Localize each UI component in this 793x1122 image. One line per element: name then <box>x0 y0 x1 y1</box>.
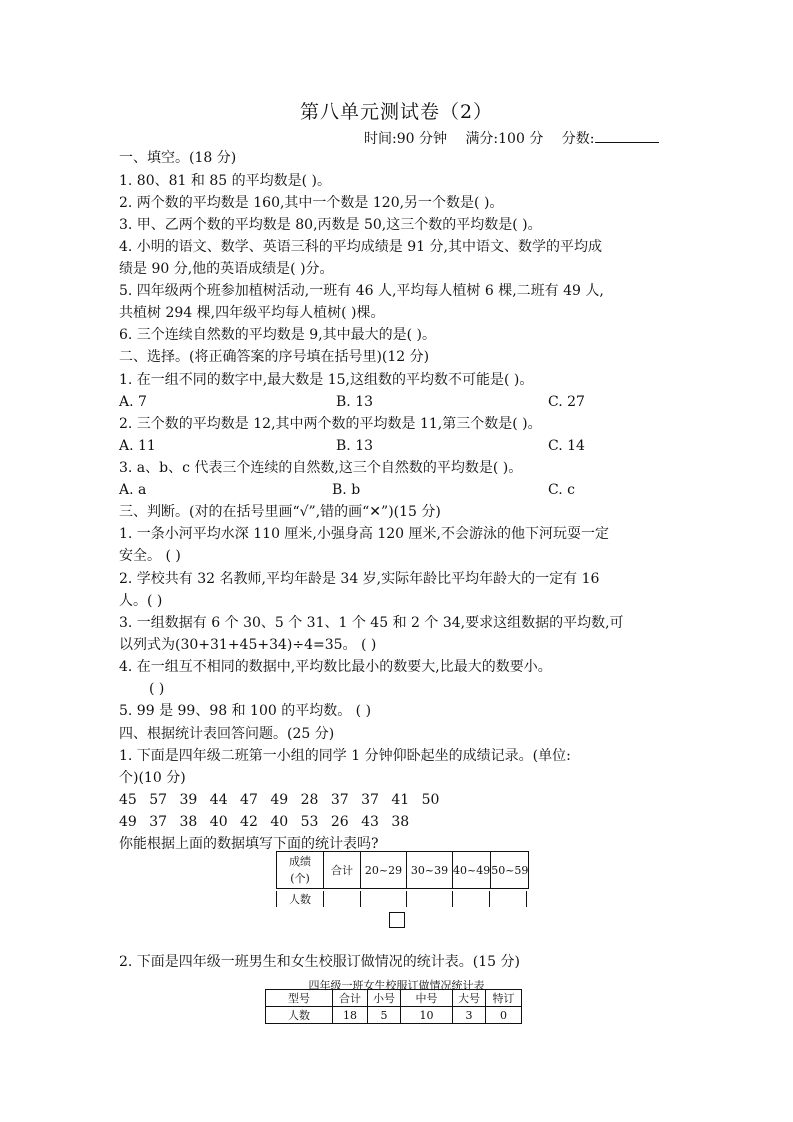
full-score-label: 满分:100 分 <box>465 131 544 147</box>
data-row-2: 49 37 38 40 42 40 53 26 43 38 <box>119 814 410 830</box>
table-header-cell: 合计 <box>333 990 368 1007</box>
choice-q2-c: C. 14 <box>548 438 585 454</box>
score-label: 分数: <box>561 131 595 147</box>
choice-q3-c: C. c <box>548 482 575 498</box>
table-cell-blank[interactable] <box>407 891 453 907</box>
table-header-cell: 成绩 (个) <box>277 852 324 889</box>
page-title: 第八单元测试卷（2） <box>299 101 494 123</box>
choice-q3: 3. a、b、c 代表三个连续的自然数,这三个自然数的平均数是( )。 <box>119 460 523 476</box>
judge-q1-line2: 安全。 ( ) <box>119 548 181 564</box>
table-header-cell: 型号 <box>266 990 333 1007</box>
table-cell-blank[interactable] <box>453 891 490 907</box>
table-cell: 5 <box>368 1007 401 1024</box>
fill-q2: 2. 两个数的平均数是 160,其中一个数是 120,另一个数是( )。 <box>119 195 504 211</box>
choice-q1: 1. 在一组不同的数字中,最大数是 15,这组数的平均数不可能是( )。 <box>119 372 534 388</box>
table-header-cell: 20~29 <box>361 852 407 889</box>
table-cell-blank[interactable] <box>324 891 361 907</box>
table-header-cell: 中号 <box>401 990 453 1007</box>
judge-q1-line1: 1. 一条小河平均水深 110 厘米,小强身高 120 厘米,不会游泳的他下河玩耍一定 <box>119 526 609 542</box>
fill-q5-line1: 5. 四年级两个班参加植树活动,一班有 46 人,平均每人植树 6 棵,二班有 49 人, <box>119 283 604 299</box>
section-1-heading: 一、填空。(18 分) <box>119 150 237 166</box>
choice-q1-a: A. 7 <box>119 394 147 410</box>
table-cell: 10 <box>401 1007 453 1024</box>
choice-q2-a: A. 11 <box>119 438 156 454</box>
table-cell: 0 <box>486 1007 522 1024</box>
choice-q3-a: A. a <box>119 482 147 498</box>
table-header-cell: 大号 <box>453 990 486 1007</box>
table-row <box>266 990 522 1007</box>
fill-q6: 6. 三个连续自然数的平均数是 9,其中最大的是( )。 <box>119 327 436 343</box>
score-stat-table <box>276 851 529 889</box>
stat-q1-ask: 你能根据上面的数据填写下面的统计表吗? <box>119 836 379 852</box>
section-2-heading: 二、选择。(将正确答案的序号填在括号里)(12 分) <box>119 349 430 365</box>
table-cell: 3 <box>453 1007 486 1024</box>
table-row <box>277 852 529 889</box>
uniform-stat-table <box>265 989 522 1024</box>
section-4-heading: 四、根据统计表回答问题。(25 分) <box>119 726 335 742</box>
table2-caption: 四年级一班女生校服订做情况统计表 <box>308 979 485 992</box>
table-row <box>277 891 527 907</box>
judge-q4-line2: ( ) <box>149 681 165 697</box>
stat-q1-line1: 1. 下面是四年级二班第一小组的同学 1 分钟仰卧起坐的成绩记录。(单位: <box>119 748 571 764</box>
stat-q1-line2: 个)(10 分) <box>119 770 186 786</box>
judge-q5: 5. 99 是 99、98 和 100 的平均数。 ( ) <box>119 703 372 719</box>
fill-q4-line1: 4. 小明的语文、数学、英语三科的平均成绩是 91 分,其中语文、数学的平均成 <box>119 239 602 255</box>
table-cell: 人数 <box>266 1007 333 1024</box>
table-header-cell: 40~49 <box>453 852 491 889</box>
table-header-cell: 合计 <box>324 852 361 889</box>
score-blank[interactable] <box>595 130 659 143</box>
exam-meta <box>364 128 673 148</box>
choice-q1-c: C. 27 <box>548 394 585 410</box>
fill-q1: 1. 80、81 和 85 的平均数是( )。 <box>119 173 331 189</box>
fill-q3: 3. 甲、乙两个数的平均数是 80,丙数是 50,这三个数的平均数是( )。 <box>119 217 542 233</box>
table-header-cell: 50~59 <box>491 852 529 889</box>
table-cell: 18 <box>333 1007 368 1024</box>
table-header-cell: 小号 <box>368 990 401 1007</box>
section-3-heading: 三、判断。(对的在括号里画“√”,错的画“✕”)(15 分) <box>119 504 441 520</box>
table-cell-blank[interactable] <box>490 891 527 907</box>
table-row <box>266 1007 522 1024</box>
fill-q5-line2: 共植树 294 棵,四年级平均每人植树( )棵。 <box>119 305 385 321</box>
table-cell-blank[interactable] <box>361 891 407 907</box>
judge-q4-line1: 4. 在一组互不相同的数据中,平均数比最小的数要大,比最大的数要小。 <box>119 659 552 675</box>
judge-q3-line2: 以列式为(30+31+45+34)÷4=35。 ( ) <box>119 637 377 653</box>
stat-q2: 2. 下面是四年级一班男生和女生校服订做情况的统计表。(15 分) <box>119 954 520 970</box>
time-label: 时间:90 分钟 <box>364 131 447 147</box>
table-header-cell: 30~39 <box>407 852 453 889</box>
choice-q1-b: B. 13 <box>336 394 374 410</box>
judge-q2-line1: 2. 学校共有 32 名教师,平均年龄是 34 岁,实际年龄比平均年龄大的一定有 16 <box>119 571 600 587</box>
score-stat-table-row2 <box>276 891 527 907</box>
choice-q3-b: B. b <box>332 482 361 498</box>
placeholder-box <box>389 912 405 928</box>
fill-q4-line2: 绩是 90 分,他的英语成绩是( )分。 <box>119 261 334 277</box>
table-row-label: 人数 <box>277 891 324 907</box>
choice-q2: 2. 三个数的平均数是 12,其中两个数的平均数是 11,第三个数是( )。 <box>119 416 542 432</box>
table-header-cell: 特订 <box>486 990 522 1007</box>
data-row-1: 45 57 39 44 47 49 28 37 37 41 50 <box>119 792 440 808</box>
choice-q2-b: B. 13 <box>336 438 374 454</box>
judge-q3-line1: 3. 一组数据有 6 个 30、5 个 31、1 个 45 和 2 个 34,要求这组数据的平均数,可 <box>119 615 624 631</box>
judge-q2-line2: 人。( ) <box>119 593 163 609</box>
